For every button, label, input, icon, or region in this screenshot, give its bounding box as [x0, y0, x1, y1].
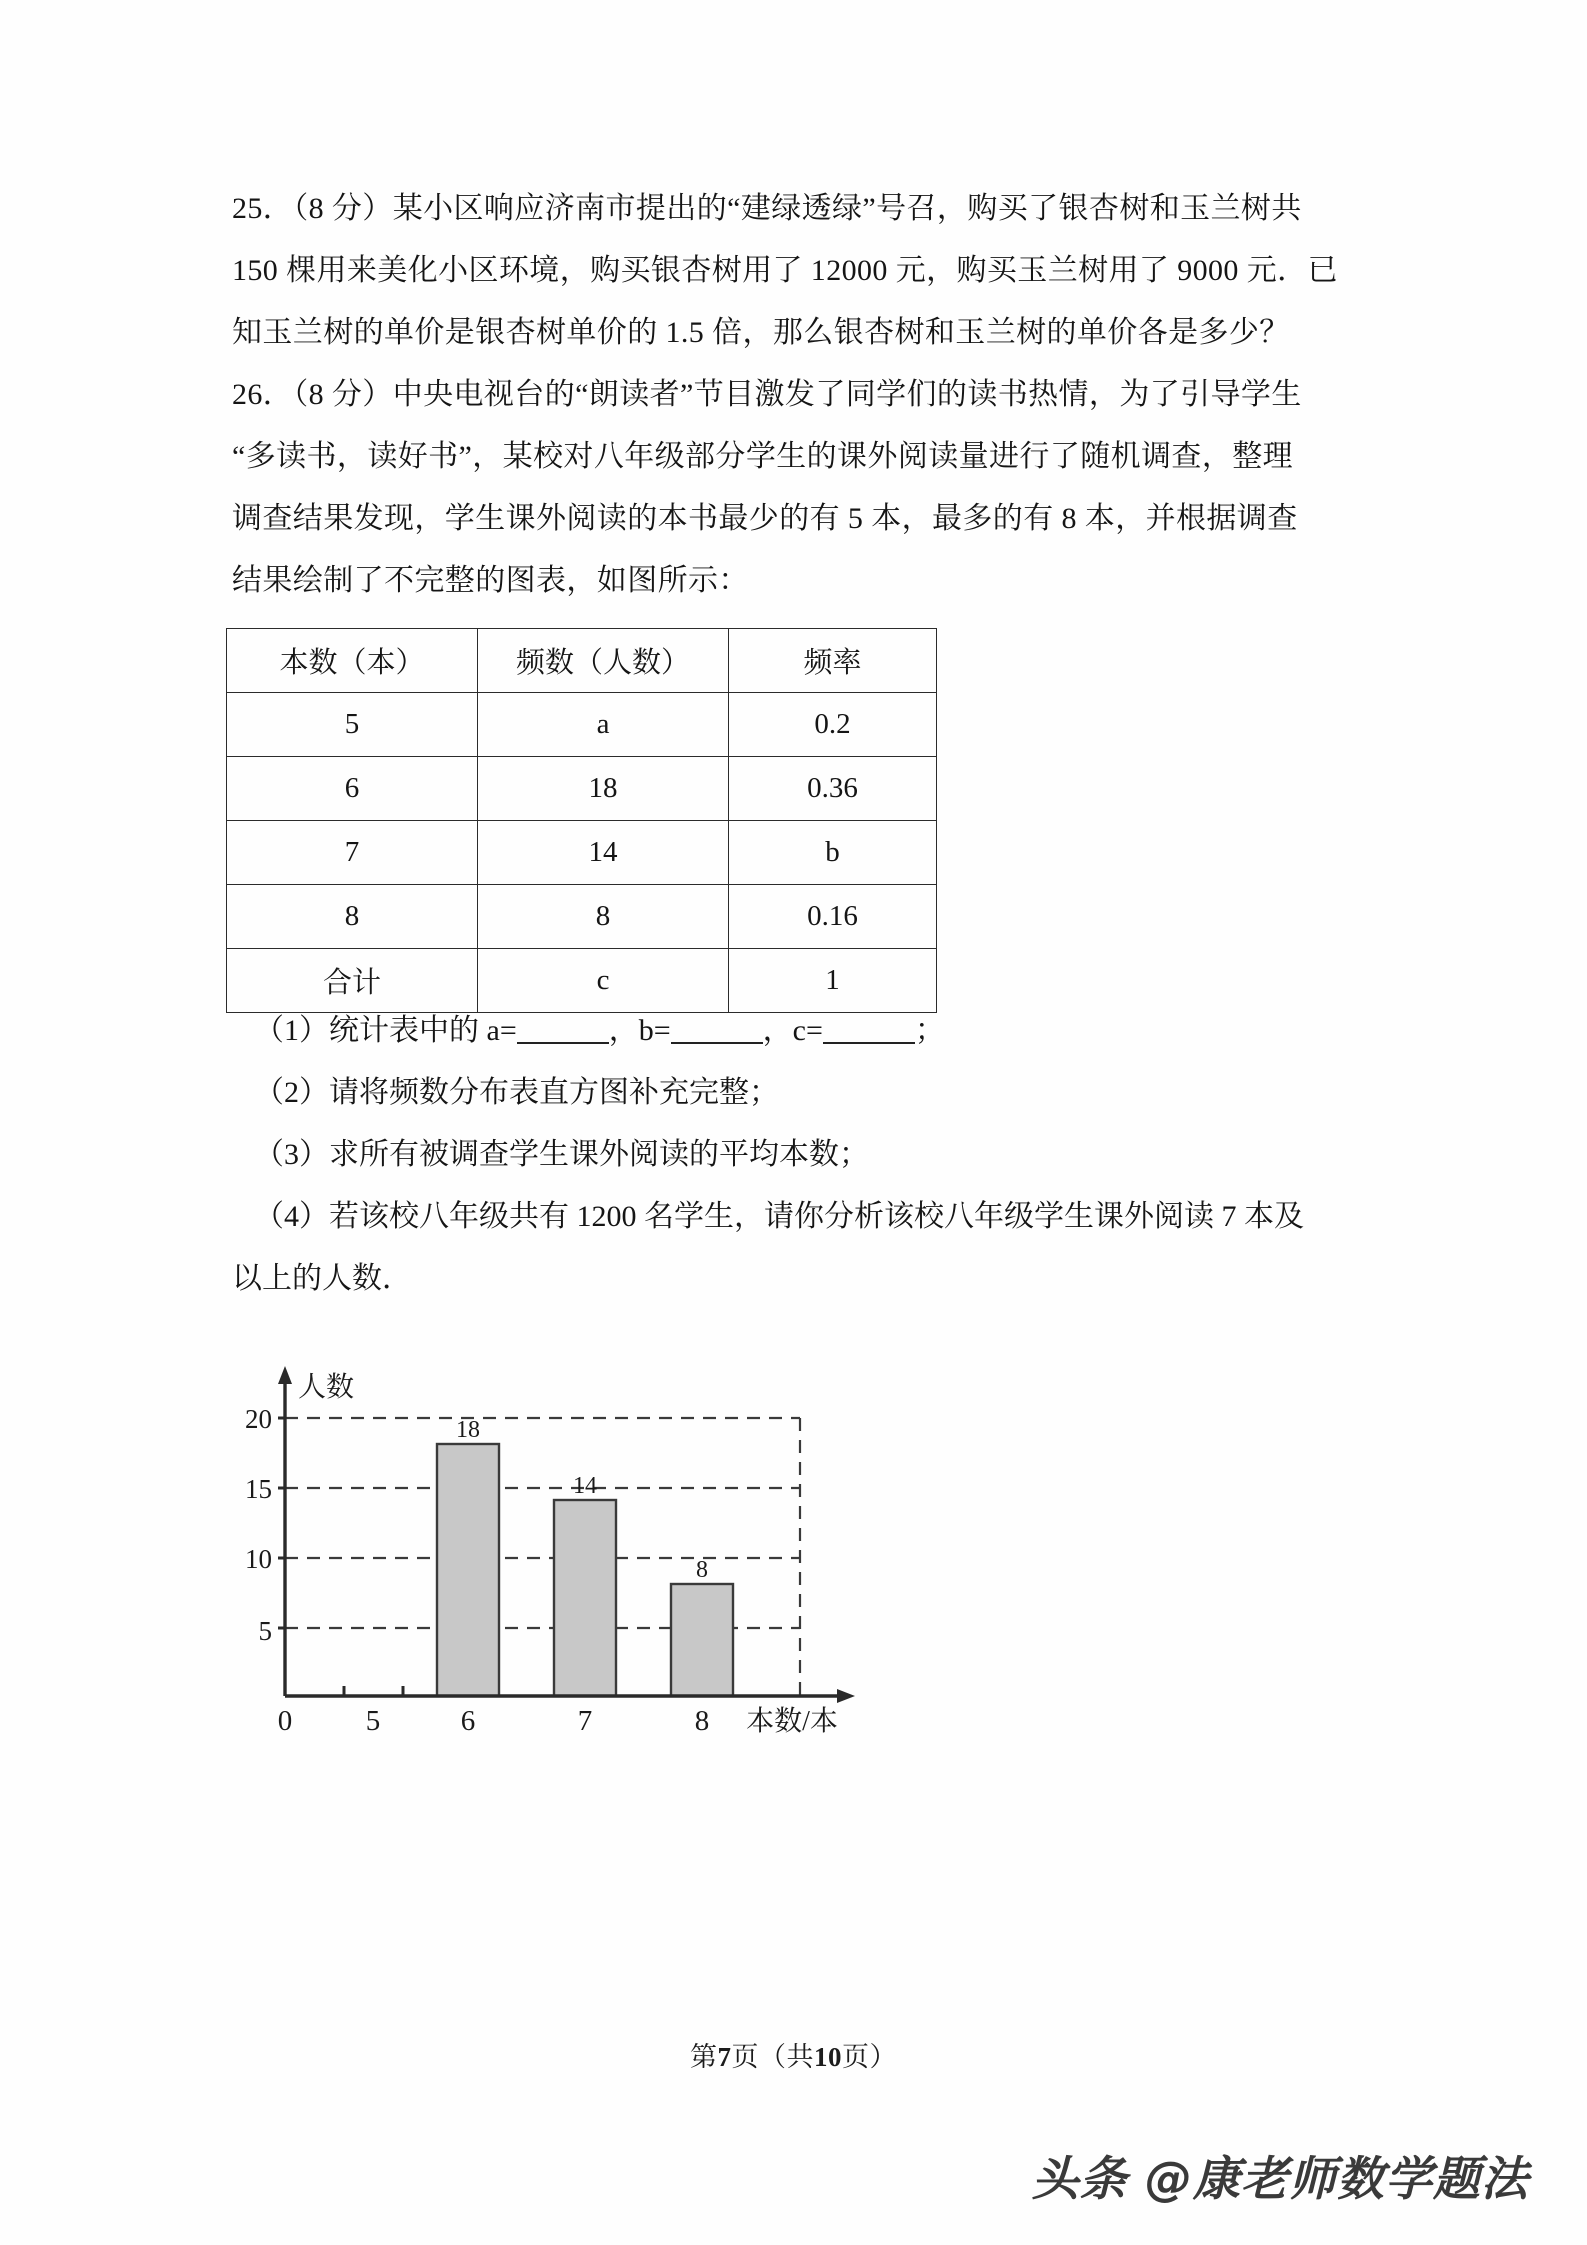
table-cell: 8 [227, 885, 478, 949]
footer-total-pages: 10 [814, 2042, 842, 2072]
subquestion-1-prefix: （1）统计表中的 a= [254, 1014, 517, 1047]
question-25-line-1: 25．（8 分）某小区响应济南市提出的“建绿透绿”号召，购买了银杏树和玉兰树共 [232, 192, 1302, 225]
subquestion-2: （2）请将频数分布表直方图补充完整； [254, 1076, 779, 1109]
subquestion-1 [232, 1000, 1412, 1062]
footer-middle: 页（共 [731, 2042, 814, 2072]
x-axis-arrow [837, 1689, 855, 1703]
x-tick-labels [278, 1705, 710, 1737]
table-cell: 0.2 [729, 693, 937, 757]
subquestion-1-mid2: ，c= [762, 1014, 823, 1047]
x-tick-label-6: 6 [460, 1705, 476, 1737]
subquestion-4-line-2: 以上的人数． [232, 1262, 412, 1295]
subquestion-1-suffix: ； [914, 1014, 945, 1047]
table-cell: 8 [478, 885, 729, 949]
table-cell: 5 [227, 693, 478, 757]
question-26-line-2: “多读书，读好书”，某校对八年级部分学生的课外阅读量进行了随机调查，整理 [232, 440, 1294, 473]
y-axis-title: 人数 [298, 1372, 355, 1403]
y-tick-label-10: 10 [245, 1544, 272, 1574]
bar-label-7: 14 [573, 1473, 597, 1499]
x-tick-label-8: 8 [694, 1705, 710, 1737]
table-row [227, 885, 937, 949]
frequency-table [226, 628, 937, 1013]
table-cell: 6 [227, 757, 478, 821]
x-axis-title: 本数/本 [746, 1706, 838, 1737]
question-25-line-3: 知玉兰树的单价是银杏树单价的 1.5 倍，那么银杏树和玉兰树的单价各是多少？ [232, 316, 1290, 349]
table-cell: 14 [478, 821, 729, 885]
answer-blank-a[interactable] [517, 1012, 609, 1044]
table-cell: 18 [478, 757, 729, 821]
table-cell: 0.36 [729, 757, 937, 821]
frequency-histogram [240, 1318, 880, 1737]
subquestion-list [232, 1000, 1412, 1310]
footer-suffix: 页） [842, 2042, 897, 2072]
subquestion-3: （3）求所有被调查学生课外阅读的平均本数； [254, 1138, 869, 1171]
table-cell: 7 [227, 821, 478, 885]
question-26-line-4: 结果绘制了不完整的图表，如图所示： [232, 564, 749, 597]
answer-blank-b[interactable] [671, 1012, 763, 1044]
table-cell: b [729, 821, 937, 885]
x-tick-label-5: 5 [365, 1705, 381, 1737]
bar-8 [671, 1584, 733, 1696]
table-header-cell: 本数（本） [227, 629, 478, 693]
x-tick-label-7: 7 [577, 1705, 593, 1737]
bar-6 [437, 1444, 499, 1696]
table-cell: 1 [729, 949, 937, 1013]
question-25-line-2: 150 棵用来美化小区环境，购买银杏树用了 12000 元，购买玉兰树用了 9000 元．已 [232, 254, 1338, 287]
histogram-svg [240, 1318, 880, 1737]
subquestion-4-line-1: （4）若该校八年级共有 1200 名学生，请你分析该校八年级学生课外阅读 7 本及 [254, 1200, 1304, 1233]
subquestion-1-mid1: ，b= [608, 1014, 671, 1047]
footer-prefix: 第 [690, 2042, 718, 2072]
answer-blank-c[interactable] [823, 1012, 915, 1044]
y-axis-arrow [278, 1366, 292, 1384]
table-cell: c [478, 949, 729, 1013]
bar-label-6: 18 [456, 1417, 480, 1443]
page-footer [0, 2035, 1587, 2074]
bar-label-8: 8 [696, 1557, 708, 1583]
question-26-line-3: 调查结果发现，学生课外阅读的本书最少的有 5 本，最多的有 8 本，并根据调查 [232, 502, 1298, 535]
table-row [227, 757, 937, 821]
table-cell: a [478, 693, 729, 757]
y-tick-labels [245, 1404, 272, 1646]
x-tick-label-0: 0 [277, 1705, 293, 1737]
y-tick-label-15: 15 [245, 1474, 272, 1504]
footer-page-number: 7 [717, 2042, 732, 2072]
question-26-line-1: 26．（8 分）中央电视台的“朗读者”节目激发了同学们的读书热情，为了引导学生 [232, 378, 1302, 411]
table-cell: 合计 [227, 949, 478, 1013]
table-cell: 0.16 [729, 885, 937, 949]
bar-7 [554, 1500, 616, 1696]
y-tick-label-20: 20 [245, 1404, 272, 1434]
table-header-cell: 频数（人数） [478, 629, 729, 693]
y-tick-label-5: 5 [258, 1616, 272, 1646]
table-header-cell: 频率 [729, 629, 937, 693]
watermark: 头条 @康老师数学题法 [1031, 2152, 1529, 2207]
question-content [232, 178, 1412, 612]
frequency-table-body [227, 629, 937, 1013]
table-row [227, 821, 937, 885]
table-header-row [227, 629, 937, 693]
table-row [227, 693, 937, 757]
